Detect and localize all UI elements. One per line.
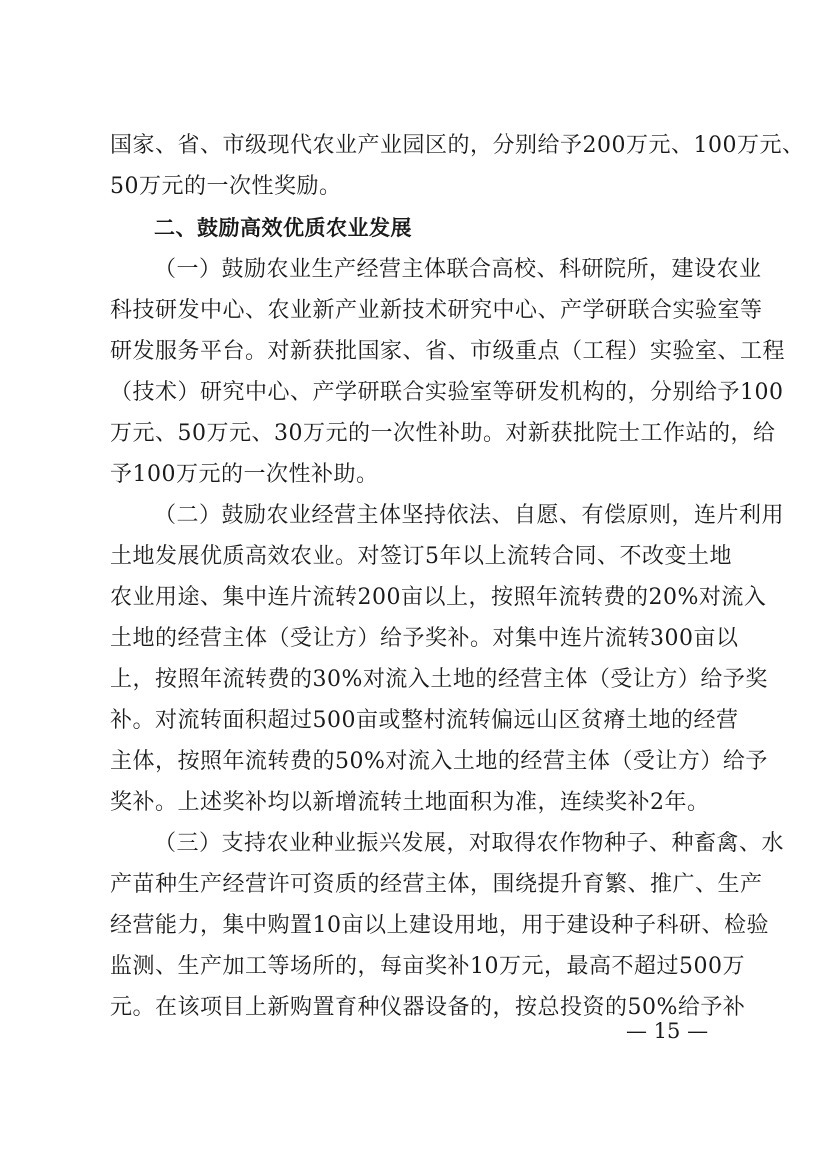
paragraph-line: （一）鼓励农业生产经营主体联合高校、科研院所，建设农业: [154, 257, 762, 282]
paragraph-line: 主体，按照年流转费的50%对流入土地的经营主体（受让方）给予: [110, 749, 768, 774]
paragraph-line: （技术）研究中心、产学研联合实验室等研发机构的，分别给予100: [110, 380, 784, 405]
paragraph-line: 农业用途、集中连片流转200亩以上，按照年流转费的20%对流入: [110, 585, 767, 610]
section-heading: 二、鼓励高效优质农业发展: [154, 216, 412, 240]
paragraph-line: 元。在该项目上新购置育种仪器设备的，按总投资的50%给予补: [110, 995, 746, 1020]
paragraph-line: 监测、生产加工等场所的，每亩奖补10万元，最高不超过500万: [110, 954, 745, 979]
paragraph-line: 土地发展优质高效农业。对签订5年以上流转合同、不改变土地: [110, 544, 732, 569]
paragraph-line: 万元、50万元、30万元的一次性补助。对新获批院士工作站的，给: [110, 421, 776, 446]
paragraph-line: 经营能力，集中购置10亩以上建设用地，用于建设种子科研、检验: [110, 913, 769, 938]
paragraph-line: 50万元的一次性奖励。: [110, 174, 342, 199]
paragraph-line: 奖补。上述奖补均以新增流转土地面积为准，连续奖补2年。: [110, 790, 710, 815]
paragraph-line: 上，按照年流转费的30%对流入土地的经营主体（受让方）给予奖: [110, 667, 768, 692]
paragraph-line: 土地的经营主体（受让方）给予奖补。对集中连片流转300亩以: [110, 626, 739, 651]
paragraph-line: （三）支持农业种业振兴发展，对取得农作物种子、种畜禽、水: [154, 831, 785, 856]
paragraph-line: 研发服务平台。对新获批国家、省、市级重点（工程）实验室、工程: [110, 339, 786, 364]
page-number: — 15 —: [626, 1019, 709, 1043]
paragraph-line: 补。对流转面积超过500亩或整村流转偏远山区贫瘠土地的经营: [110, 708, 739, 733]
paragraph-line: 产苗种生产经营许可资质的经营主体，围绕提升育繁、推广、生产: [110, 872, 763, 897]
paragraph-line: （二）鼓励农业经营主体坚持依法、自愿、有偿原则，连片利用: [154, 503, 785, 528]
paragraph-line: 国家、省、市级现代农业产业园区的，分别给予200万元、100万元、: [110, 133, 805, 158]
paragraph-line: 予100万元的一次性补助。: [110, 462, 379, 487]
paragraph-line: 科技研发中心、农业新产业新技术研究中心、产学研联合实验室等: [110, 298, 763, 323]
